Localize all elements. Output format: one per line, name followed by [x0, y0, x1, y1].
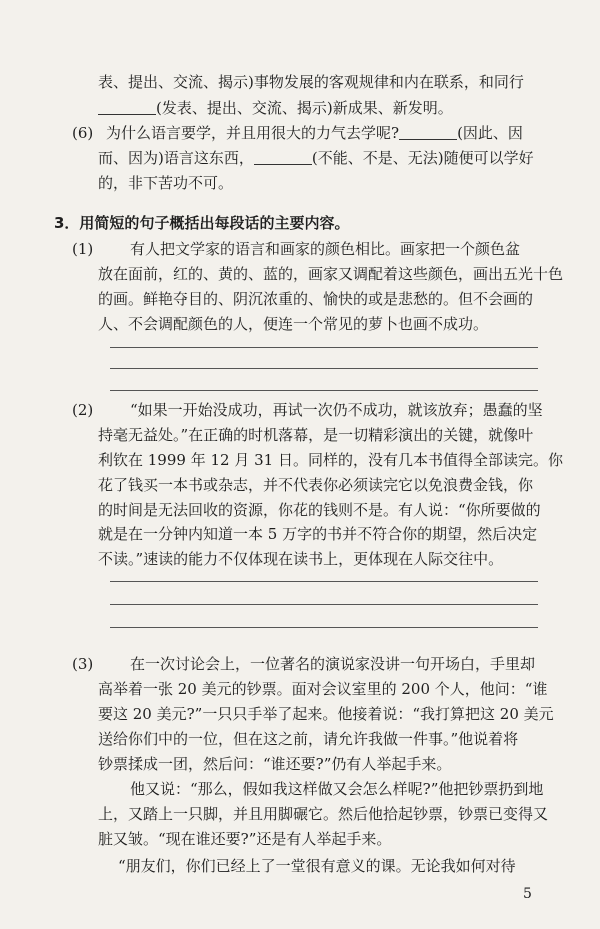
paragraph-marker: (2) — [72, 401, 94, 419]
text-line: (发表、提出、交流、揭示)新成果、新发明。 — [98, 98, 453, 118]
section-heading: 3．用简短的句子概括出每段话的主要内容。 — [54, 214, 350, 232]
text-line: 他又说：“那么，假如我这样做又会怎么样呢?”他把钞票扔到地 — [130, 780, 544, 798]
paragraph-marker: (3) — [72, 655, 94, 673]
page-number: 5 — [523, 886, 532, 902]
text-line: 利钦在 1999 年 12 月 31 日。同样的，没有几本书值得全部读完。你 — [98, 451, 563, 469]
answer-blank[interactable] — [399, 125, 457, 140]
text-line: 高举着一张 20 美元的钞票。面对会议室里的 200 个人，他问：“谁 — [98, 680, 548, 698]
text-line: 表、提出、交流、揭示)事物发展的客观规律和内在联系，和同行 — [98, 73, 524, 91]
answer-line[interactable] — [110, 627, 538, 628]
text-line: 放在面前，红的、黄的、蓝的，画家又调配着这些颜色，画出五光十色 — [98, 265, 564, 283]
text-line: 不读。”速读的能力不仅体现在读书上，更体现在人际交往中。 — [98, 550, 504, 568]
item-6-line-2: 而、因为)语言这东西， (不能、不是、无法)随便可以学好 — [98, 149, 534, 167]
answer-line[interactable] — [110, 347, 538, 348]
text-line: 持毫无益处。”在正确的时机落幕，是一切精彩演出的关键，就像叶 — [98, 426, 534, 444]
answer-line[interactable] — [110, 390, 538, 391]
text-line: 人、不会调配颜色的人，便连一个常见的萝卜也画不成功。 — [98, 315, 489, 333]
text-line: 上，又踏上一只脚，并且用脚碾它。然后他拾起钞票，钞票已变得又 — [98, 805, 549, 823]
text-line: 花了钱买一本书或杂志，并不代表你必须读完它以免浪费金钱，你 — [98, 476, 534, 494]
item-6-line-1: (6) 为什么语言要学，并且用很大的力气去学呢? (因此、因 — [72, 124, 523, 142]
text-line: 在一次讨论会上，一位著名的演说家没讲一句开场白，手里却 — [130, 655, 536, 673]
answer-blank[interactable] — [98, 100, 156, 115]
text-line: 脏又皱。“现在谁还要?”还是有人举起手来。 — [98, 830, 392, 848]
text-line: 的，非下苦功不可。 — [98, 174, 234, 192]
paragraph-marker: (1) — [72, 240, 94, 258]
text-line: 的时间是无法回收的资源，你花的钱则不是。有人说：“你所要做的 — [98, 501, 541, 519]
text-line: 有人把文学家的语言和画家的颜色相比。画家把一个颜色盆 — [130, 240, 521, 258]
text-line: 的画。鲜艳夺目的、阴沉浓重的、愉快的或是悲愁的。但不会画的 — [98, 290, 534, 308]
answer-line[interactable] — [110, 368, 538, 369]
text-line: 送给你们中的一位，但在这之前，请允许我做一件事。”他说着将 — [98, 730, 519, 748]
text-line: 要这 20 美元?”一只只手举了起来。他接着说：“我打算把这 20 美元 — [98, 705, 554, 723]
answer-blank[interactable] — [254, 150, 312, 165]
text-line: 就是在一分钟内知道一本 5 万字的书并不符合你的期望，然后决定 — [98, 525, 538, 543]
text-line: 钞票揉成一团，然后问：“谁还要?”仍有人举起手来。 — [98, 755, 452, 773]
text-line: “如果一开始没成功，再试一次仍不成功，就该放弃；愚蠢的坚 — [130, 401, 543, 419]
answer-line[interactable] — [110, 581, 538, 582]
answer-line[interactable] — [110, 604, 538, 605]
text-line: “朋友们，你们已经上了一堂很有意义的课。无论我如何对待 — [118, 857, 516, 875]
